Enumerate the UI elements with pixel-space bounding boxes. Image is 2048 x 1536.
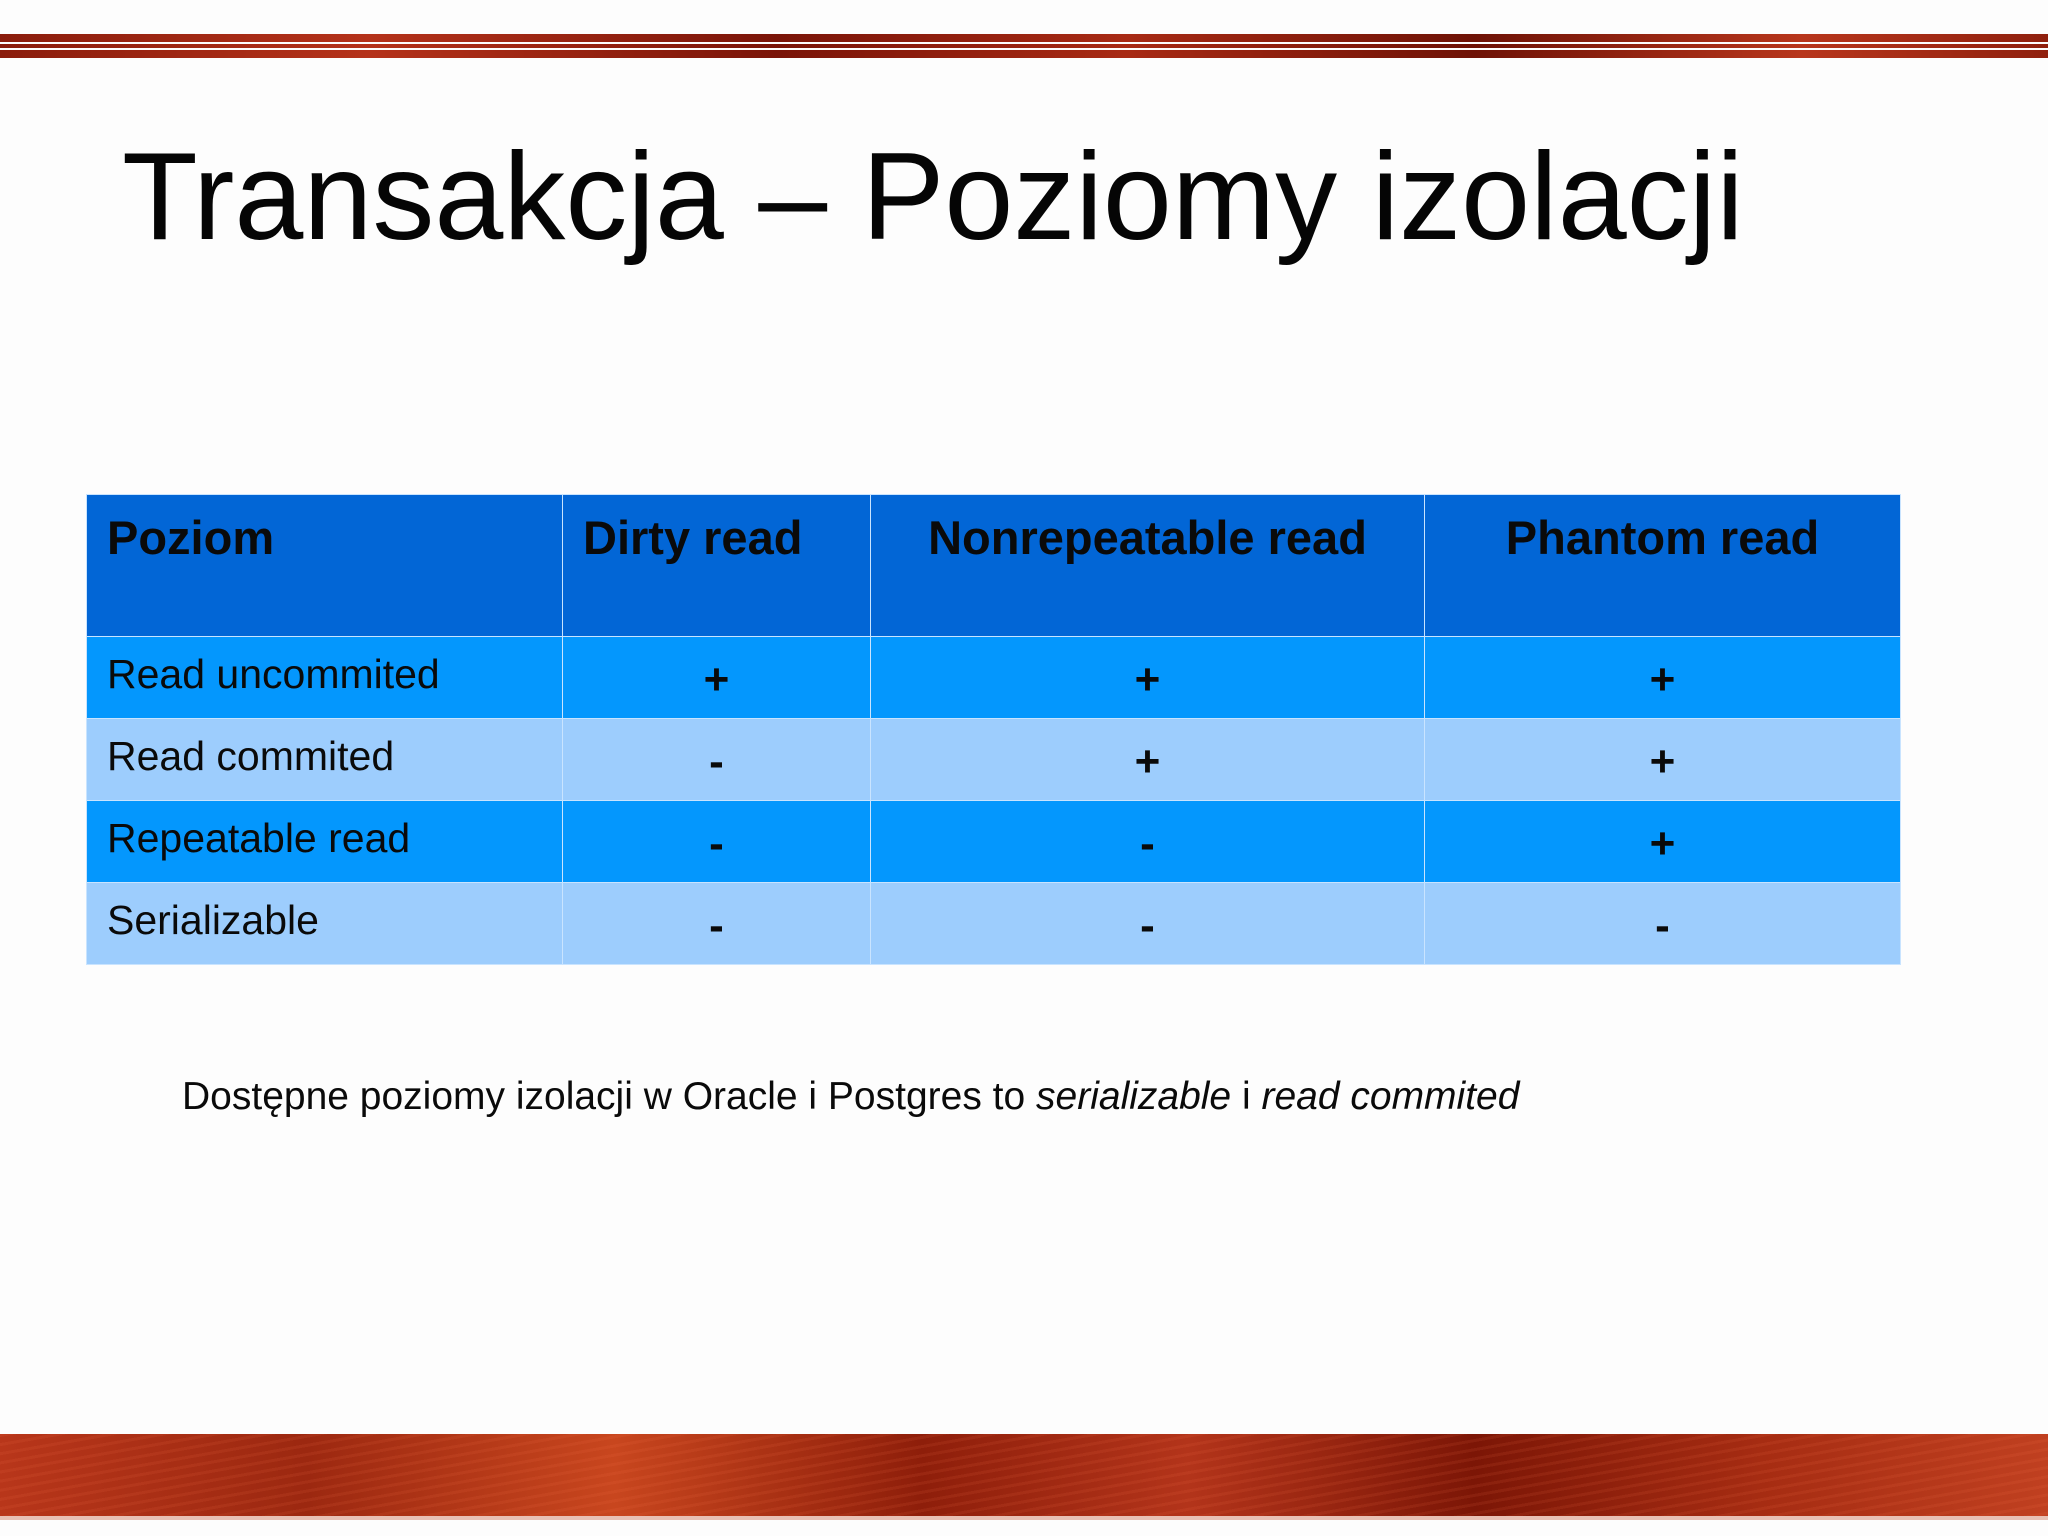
- phantom-read-cell: +: [1425, 637, 1901, 719]
- dirty-read-cell: +: [563, 637, 871, 719]
- phantom-read-cell: +: [1425, 719, 1901, 801]
- phantom-read-cell: +: [1425, 801, 1901, 883]
- dirty-read-cell: -: [563, 719, 871, 801]
- nonrepeatable-read-cell: +: [871, 719, 1425, 801]
- column-header-level: Poziom: [87, 495, 563, 637]
- footnote-conjunction: i: [1231, 1075, 1262, 1118]
- nonrepeatable-read-cell: +: [871, 637, 1425, 719]
- slide-title: Transakcja – Poziomy izolacji: [122, 128, 1744, 266]
- footnote-level-read-commited: read commited: [1261, 1075, 1520, 1118]
- table-row: [87, 801, 1901, 883]
- top-band-line: [0, 44, 2048, 48]
- top-decorative-band: [0, 34, 2048, 58]
- column-header-phantom-read: Phantom read: [1425, 495, 1901, 637]
- footnote-level-serializable: serializable: [1036, 1075, 1232, 1118]
- table-header-row: [87, 495, 1901, 637]
- top-band-line: [0, 34, 2048, 42]
- column-header-dirty-read: Dirty read: [563, 495, 871, 637]
- bottom-decorative-band: [0, 1434, 2048, 1516]
- row-level-label: Serializable: [87, 883, 563, 965]
- top-band-line: [0, 50, 2048, 58]
- footnote-text: Dostępne poziomy izolacji w Oracle i Postgres to: [182, 1075, 1037, 1118]
- row-level-label: Read uncommited: [87, 637, 563, 719]
- bottom-band-edge: [0, 1516, 2048, 1520]
- column-header-nonrepeatable-read: Nonrepeatable read: [871, 495, 1425, 637]
- dirty-read-cell: -: [563, 883, 871, 965]
- footnote: [182, 1072, 1519, 1122]
- phantom-read-cell: -: [1425, 883, 1901, 965]
- row-level-label: Read commited: [87, 719, 563, 801]
- isolation-levels-table: [86, 494, 1901, 965]
- dirty-read-cell: -: [563, 801, 871, 883]
- nonrepeatable-read-cell: -: [871, 801, 1425, 883]
- nonrepeatable-read-cell: -: [871, 883, 1425, 965]
- table-row: [87, 719, 1901, 801]
- table-row: [87, 883, 1901, 965]
- table-row: [87, 637, 1901, 719]
- row-level-label: Repeatable read: [87, 801, 563, 883]
